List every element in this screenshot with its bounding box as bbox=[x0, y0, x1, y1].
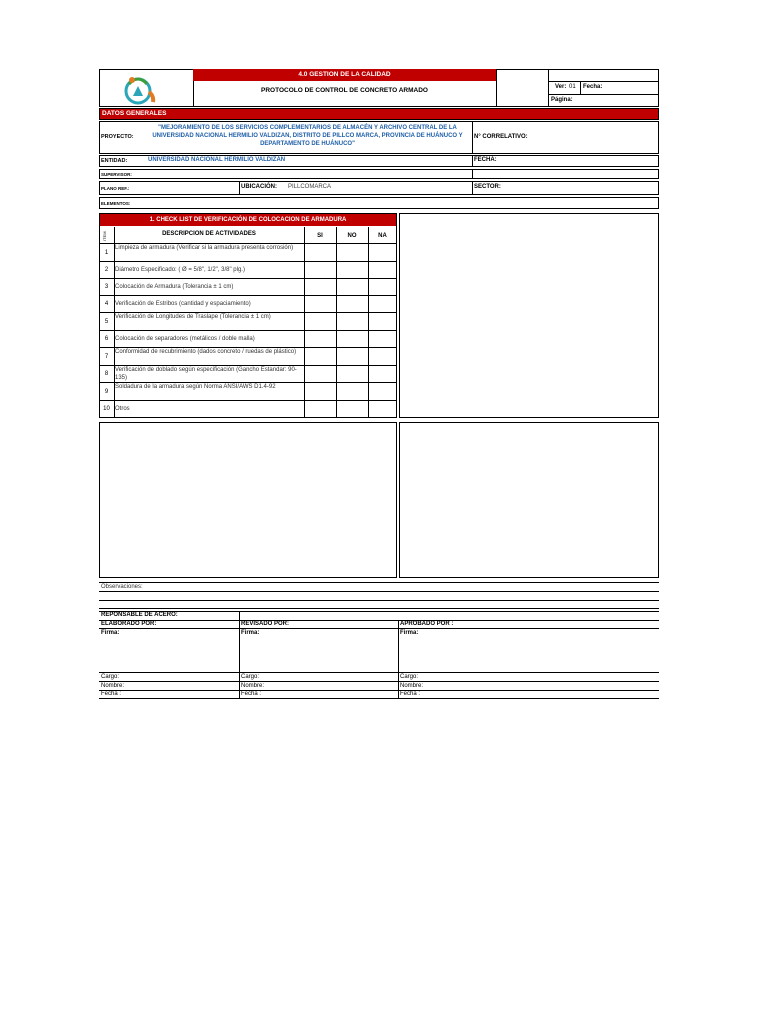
checklist-row bbox=[99, 331, 397, 348]
plan-label: PLANO REF.: bbox=[101, 186, 130, 191]
checklist-item-text: Verificación de Estribos (cantidad y espaciamiento) bbox=[115, 301, 251, 307]
checklist-no-cell[interactable] bbox=[337, 383, 367, 401]
checklist-item-number: 2 bbox=[104, 267, 109, 273]
checklist-si-cell[interactable] bbox=[305, 313, 335, 331]
checklist-row bbox=[99, 313, 397, 331]
responsible-label: REPONSABLE DE ACERO: bbox=[101, 612, 178, 618]
signature-block bbox=[99, 611, 659, 699]
entity-label: ENTIDAD: bbox=[101, 158, 128, 164]
checklist-no-cell[interactable] bbox=[337, 296, 367, 313]
checklist-row bbox=[99, 366, 397, 383]
checklist-na-cell[interactable] bbox=[369, 348, 396, 366]
checklist-si-cell[interactable] bbox=[305, 296, 335, 313]
checklist-no-cell[interactable] bbox=[337, 348, 367, 366]
checklist-na-cell[interactable] bbox=[369, 262, 396, 279]
divider bbox=[580, 81, 581, 94]
activity-header: DESCRIPCION DE ACTIVIDADES bbox=[162, 231, 256, 237]
protocol-title: PROTOCOLO DE CONTROL DE CONCRETO ARMADO bbox=[261, 87, 428, 94]
checklist-si-cell[interactable] bbox=[305, 244, 335, 262]
checklist-item-number: 9 bbox=[104, 388, 109, 395]
checklist-na-cell[interactable] bbox=[369, 331, 396, 348]
divider bbox=[99, 600, 659, 601]
quality-title: 4.0 GESTION DE LA CALIDAD bbox=[193, 69, 496, 81]
checklist-si-cell[interactable] bbox=[305, 262, 335, 279]
checklist-item-text: Verificación de doblado según especificación (Gancho Estandar: 90-135) bbox=[115, 367, 297, 381]
checklist-item-number: 8 bbox=[104, 371, 109, 377]
divider bbox=[99, 672, 659, 673]
checklist-no-cell[interactable] bbox=[337, 279, 367, 296]
photo-box-top bbox=[399, 213, 659, 418]
checklist-row bbox=[99, 279, 397, 296]
checklist-si-cell[interactable] bbox=[305, 366, 335, 383]
divider bbox=[239, 611, 240, 699]
divider bbox=[548, 69, 549, 107]
checklist-row bbox=[99, 348, 397, 366]
page-label: Página: bbox=[551, 97, 573, 103]
divider bbox=[398, 620, 399, 699]
sign-label-2: Firma: bbox=[241, 630, 260, 636]
checklist-no-cell[interactable] bbox=[337, 262, 367, 279]
institution-logo-icon bbox=[120, 72, 160, 106]
checklist-row bbox=[99, 262, 397, 279]
no-header: NO bbox=[347, 233, 357, 239]
checklist-item-text: Verificación de Longitudes de Traslape (Tolerancia ± 1 cm) bbox=[115, 314, 271, 320]
checklist-item-number: 1 bbox=[104, 249, 109, 256]
project-value: "MEJORAMIENTO DE LOS SERVICIOS COMPLEMENTARIOS DE ALMACÉN Y ARCHIVO CENTRAL DE LA UNIVERSIDAD NACIONAL HERMILIO VALDIZAN, DISTRITO DE PILLCO MARCA, PROVINCIA DE HUÁNUCO Y DEPARTAMENTO DE HUÁNUCO" bbox=[152, 125, 463, 147]
date-label-2: Fecha : bbox=[241, 691, 262, 697]
item-header: ITEM bbox=[102, 231, 107, 241]
checklist-na-cell[interactable] bbox=[369, 366, 396, 383]
location-value: PILLCOMARCA bbox=[288, 184, 332, 190]
header-date-label: Fecha: bbox=[583, 84, 603, 90]
name-label-1: Nombre: bbox=[101, 683, 125, 689]
checklist-item-number: 5 bbox=[104, 318, 109, 325]
logo bbox=[120, 72, 160, 106]
supervisor-label: SUPERVISOR: bbox=[101, 172, 132, 177]
location-label: UBICACIÓN: bbox=[241, 184, 277, 190]
supervisor-row bbox=[99, 169, 659, 179]
checklist-si-cell[interactable] bbox=[305, 279, 335, 296]
checklist-item-text: Soldadura de la armadura según Norma ANSI/AWS D1.4-92 bbox=[115, 384, 276, 390]
divider bbox=[472, 169, 473, 179]
checklist-na-cell[interactable] bbox=[369, 383, 396, 401]
plan-row bbox=[99, 181, 659, 195]
checklist-item-number: 10 bbox=[103, 406, 110, 412]
divider bbox=[472, 181, 473, 195]
checklist-no-cell[interactable] bbox=[337, 366, 367, 383]
general-section-title: DATOS GENERALES bbox=[102, 110, 167, 117]
checklist-item-text: Colocación de Armadura (Tolerancia ± 1 cm) bbox=[115, 284, 234, 290]
general-date-label: FECHA: bbox=[474, 157, 497, 163]
checklist-item-text: Diámetro Especificado: ( Ø = 5/8", 1/2", 3/8" plg.) bbox=[115, 267, 245, 273]
photo-box-right bbox=[399, 422, 659, 578]
checklist-si-cell[interactable] bbox=[305, 331, 335, 348]
checklist-title: 1. CHECK LIST DE VERIFICACIÓN DE COLOCACION DE ARMADURA bbox=[100, 214, 396, 226]
version-value: 01 bbox=[569, 84, 576, 90]
checklist-si-cell[interactable] bbox=[305, 348, 335, 366]
divider bbox=[99, 690, 659, 691]
version-label: Ver: bbox=[555, 84, 567, 90]
sector-label: SECTOR: bbox=[474, 184, 501, 190]
checklist-si-cell[interactable] bbox=[305, 401, 335, 418]
divider bbox=[99, 628, 659, 629]
checklist-item-text: Colocación de separadores (metálicos / doble malla) bbox=[115, 336, 255, 342]
checklist-item-text: Otros bbox=[115, 406, 130, 412]
checklist-item-text: Conformidad de recubrimiento (dados concreto / ruedas de plástico) bbox=[115, 349, 297, 355]
checklist-row bbox=[99, 244, 397, 262]
entity-value: UNIVERSIDAD NACIONAL HERMILIO VALDIZÁN bbox=[148, 157, 286, 163]
reviewed-label: REVISADO POR: bbox=[241, 621, 290, 627]
correlative-label: N° CORRELATIVO: bbox=[474, 134, 528, 140]
date-label-3: Fecha : bbox=[400, 691, 421, 697]
divider bbox=[99, 591, 659, 592]
checklist-na-cell[interactable] bbox=[369, 279, 396, 296]
position-label-2: Cargo: bbox=[241, 674, 260, 680]
project-label: PROYECTO: bbox=[101, 134, 134, 140]
position-label-1: Cargo: bbox=[101, 674, 120, 680]
checklist-row bbox=[99, 383, 397, 401]
checklist-item-text: Limpieza de armadura (Verificar si la armadura presenta corrosión) bbox=[115, 245, 294, 251]
checklist-no-cell[interactable] bbox=[337, 313, 367, 331]
divider bbox=[472, 155, 473, 167]
name-label-3: Nombre: bbox=[400, 683, 424, 689]
checklist-no-cell[interactable] bbox=[337, 331, 367, 348]
name-label-2: Nombre: bbox=[241, 683, 265, 689]
sign-label-3: Firma: bbox=[400, 630, 419, 636]
checklist-no-cell[interactable] bbox=[337, 401, 367, 418]
divider bbox=[99, 681, 659, 682]
sign-label-1: Firma: bbox=[101, 630, 120, 636]
checklist-item-number: 3 bbox=[104, 284, 109, 290]
observations-box bbox=[99, 582, 659, 609]
checklist-row bbox=[99, 401, 397, 418]
approved-label: APROBADO POR : bbox=[400, 621, 454, 627]
observations-label: Observaciones: bbox=[101, 584, 143, 590]
checklist-si-cell[interactable] bbox=[305, 383, 335, 401]
prepared-label: ELABORADO POR: bbox=[101, 621, 157, 627]
divider bbox=[472, 121, 473, 154]
checklist-item-number: 7 bbox=[104, 353, 109, 360]
photo-box-left bbox=[99, 422, 397, 578]
checklist-na-cell[interactable] bbox=[369, 401, 396, 418]
divider bbox=[239, 181, 240, 195]
checklist-item-number: 6 bbox=[104, 336, 109, 342]
checklist-no-cell[interactable] bbox=[337, 244, 367, 262]
divider bbox=[99, 620, 659, 621]
divider bbox=[548, 94, 659, 95]
checklist-na-cell[interactable] bbox=[369, 313, 396, 331]
checklist-na-cell[interactable] bbox=[369, 244, 396, 262]
elements-label: ELEMENTOS: bbox=[101, 201, 131, 206]
checklist-na-cell[interactable] bbox=[369, 296, 396, 313]
position-label-3: Cargo: bbox=[400, 674, 419, 680]
divider bbox=[496, 69, 497, 107]
checklist-row bbox=[99, 296, 397, 313]
divider bbox=[548, 81, 659, 82]
na-header: NA bbox=[378, 233, 387, 239]
general-section-bar bbox=[99, 108, 659, 120]
date-label-1: Fecha : bbox=[101, 691, 122, 697]
si-header: SI bbox=[317, 233, 323, 239]
checklist-item-number: 4 bbox=[104, 301, 109, 307]
elements-row bbox=[99, 197, 659, 209]
